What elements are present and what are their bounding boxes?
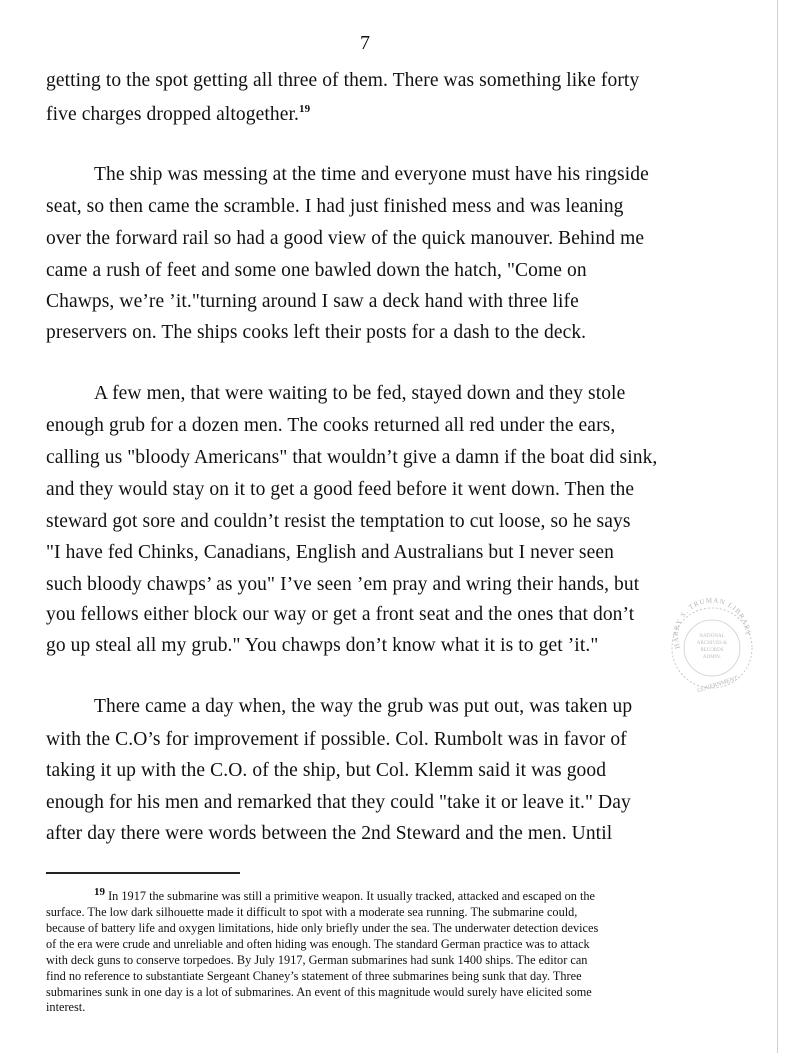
footnote-line — [94, 886, 595, 904]
footnote-line: of the era were crude and unreliable and often hiding was enough. The standard German practice was to attack — [46, 937, 590, 951]
stamp-line: RECORDS — [700, 648, 724, 653]
text-line: came a rush of feet and some one bawled down the hatch, "Come on — [46, 260, 587, 281]
text-line: getting to the spot getting all three of them. There was something like forty — [46, 70, 640, 91]
library-stamp — [668, 596, 756, 696]
text-line: with the C.O’s for improvement if possible. Col. Rumbolt was in favor of — [46, 729, 627, 750]
text-line: There came a day when, the way the grub was put out, was taken up — [94, 696, 633, 717]
text-line: preservers on. The ships cooks left their posts for a dash to the deck. — [46, 322, 587, 343]
stamp-ring-text: HARRY S. TRUMAN LIBRARY — [671, 596, 753, 650]
text-line: taking it up with the C.O. of the ship, but Col. Klemm said it was good — [46, 760, 607, 781]
page-number: 7 — [360, 32, 370, 54]
footnote-line: submarines sunk in one day is a lot of submarines. An event of this magnitude would surely have elicited some — [46, 985, 592, 999]
page-edge — [777, 0, 778, 1053]
text-line: go up steal all my grub." You chawps don’t know what it is to get ’it." — [46, 635, 599, 656]
text-line: The ship was messing at the time and everyone must have his ringside — [94, 164, 649, 185]
footnote-line: find no reference to substantiate Sergeant Chaney’s statement of three submarines being sunk that day. Three — [46, 969, 582, 983]
footnote-line: interest. — [46, 1000, 86, 1014]
text-line: enough grub for a dozen men. The cooks returned all red under the ears, — [46, 415, 616, 436]
stamp-line: NATIONAL — [699, 634, 725, 639]
text-line: steward got sore and couldn’t resist the temptation to cut loose, so he says — [46, 511, 631, 532]
footnote-line: surface. The low dark silhouette made it difficult to spot with a moderate sea running. The submarine could, — [46, 905, 578, 919]
footnote-line: with deck guns to conserve torpedoes. By July 1917, German submarines had sunk 1400 ships. The editor can — [46, 953, 588, 967]
text-line: calling us "bloody Americans" that wouldn’t give a damn if the boat did sink, — [46, 447, 658, 468]
text-line: you fellows either block our way or get a front seat and the ones that don’t — [46, 604, 635, 625]
text-line: and they would stay on it to get a good feed before it went down. Then the — [46, 479, 635, 500]
text-line: after day there were words between the 2nd Steward and the men. Until — [46, 823, 613, 844]
text-line: five charges dropped altogether. — [46, 104, 299, 125]
text-line: such bloody chawps’ as you" I’ve seen ’em pray and wring their hands, but — [46, 574, 640, 595]
stamp-bottom-text: GOVERNMENT — [696, 675, 739, 695]
footnote-text: In 1917 the submarine was still a primitive weapon. It usually tracked, attacked and escaped on the — [108, 889, 596, 903]
text-line: "I have fed Chinks, Canadians, English and Australians but I never seen — [46, 542, 614, 563]
text-line: seat, so then came the scramble. I had just finished mess and was leaning — [46, 196, 624, 217]
footnote-mark: 19 — [94, 886, 105, 898]
footnote-line: because of battery life and oxygen limitations, hide only briefly under the sea. The underwater detection devices — [46, 921, 599, 935]
text-line: Chawps, we’re ’it."turning around I saw a deck hand with three life — [46, 291, 579, 312]
text-line: over the forward rail so had a good view of the quick manouver. Behind me — [46, 228, 645, 249]
text-line: enough for his men and remarked that they could "take it or leave it." Day — [46, 792, 631, 813]
footnote-separator — [46, 872, 240, 874]
footnote-reference: 19 — [299, 103, 311, 115]
text-line-with-footnote — [46, 103, 310, 126]
stamp-line: ARCHIVES & — [696, 641, 728, 646]
text-line: A few men, that were waiting to be fed, stayed down and they stole — [94, 383, 626, 404]
stamp-line: ADMIN. — [702, 655, 722, 660]
